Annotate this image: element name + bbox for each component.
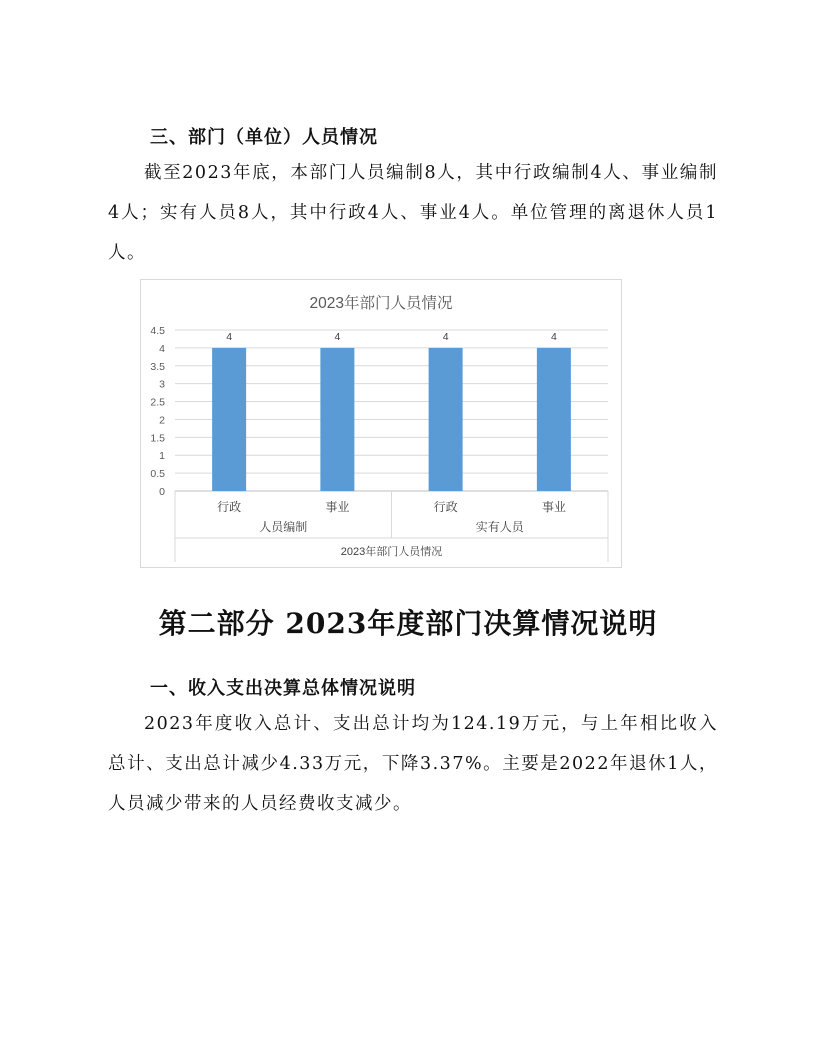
personnel-chart [140,279,622,568]
y-tick-label: 2 [159,414,165,427]
bar [212,348,246,491]
x-axis-title: 2023年部门人员情况 [340,546,443,558]
x-tick-label: 事业 [541,500,566,514]
bar [429,348,463,491]
data-label: 4 [226,330,233,343]
sub-heading: 一、收入支出决算总体情况说明 [150,678,416,699]
x-tick-label: 行政 [217,500,242,514]
y-tick-label: 0.5 [150,468,165,481]
data-label: 4 [550,330,557,343]
y-tick-label: 2.5 [150,396,165,409]
budget-paragraph: 2023年度收入总计、支出总计均为124.19万元，与上年相比收入总计、支出总计减少4.33万元，下降3.37%。主要是2022年退休1人，人员减少带来的人员经费收支减少。 [108,714,718,814]
data-label: 4 [442,330,449,343]
section-heading: 三、部门（单位）人员情况 [150,127,378,148]
y-tick-label: 1.5 [150,432,165,445]
group-label: 人员编制 [259,520,308,534]
chart-svg [141,280,621,567]
data-label: 4 [334,330,341,343]
personnel-paragraph: 截至2023年底，本部门人员编制8人，其中行政编制4人、事业编制4人；实有人员8人，其中行政4人、事业4人。单位管理的离退休人员1人。 [108,163,718,263]
part-title: 第二部分 2023年度部门决算情况说明 [158,607,658,640]
group-label: 实有人员 [475,520,524,534]
x-tick-label: 行政 [433,500,458,514]
bar [320,348,354,491]
y-tick-label: 4 [159,342,165,355]
y-tick-label: 0 [159,486,165,498]
chart-title: 2023年部门人员情况 [309,295,453,312]
y-tick-label: 3 [159,378,165,391]
y-tick-label: 1 [159,450,165,463]
bar [537,348,571,491]
y-tick-label: 4.5 [150,325,165,337]
x-tick-label: 事业 [325,500,350,514]
y-tick-label: 3.5 [150,360,165,373]
